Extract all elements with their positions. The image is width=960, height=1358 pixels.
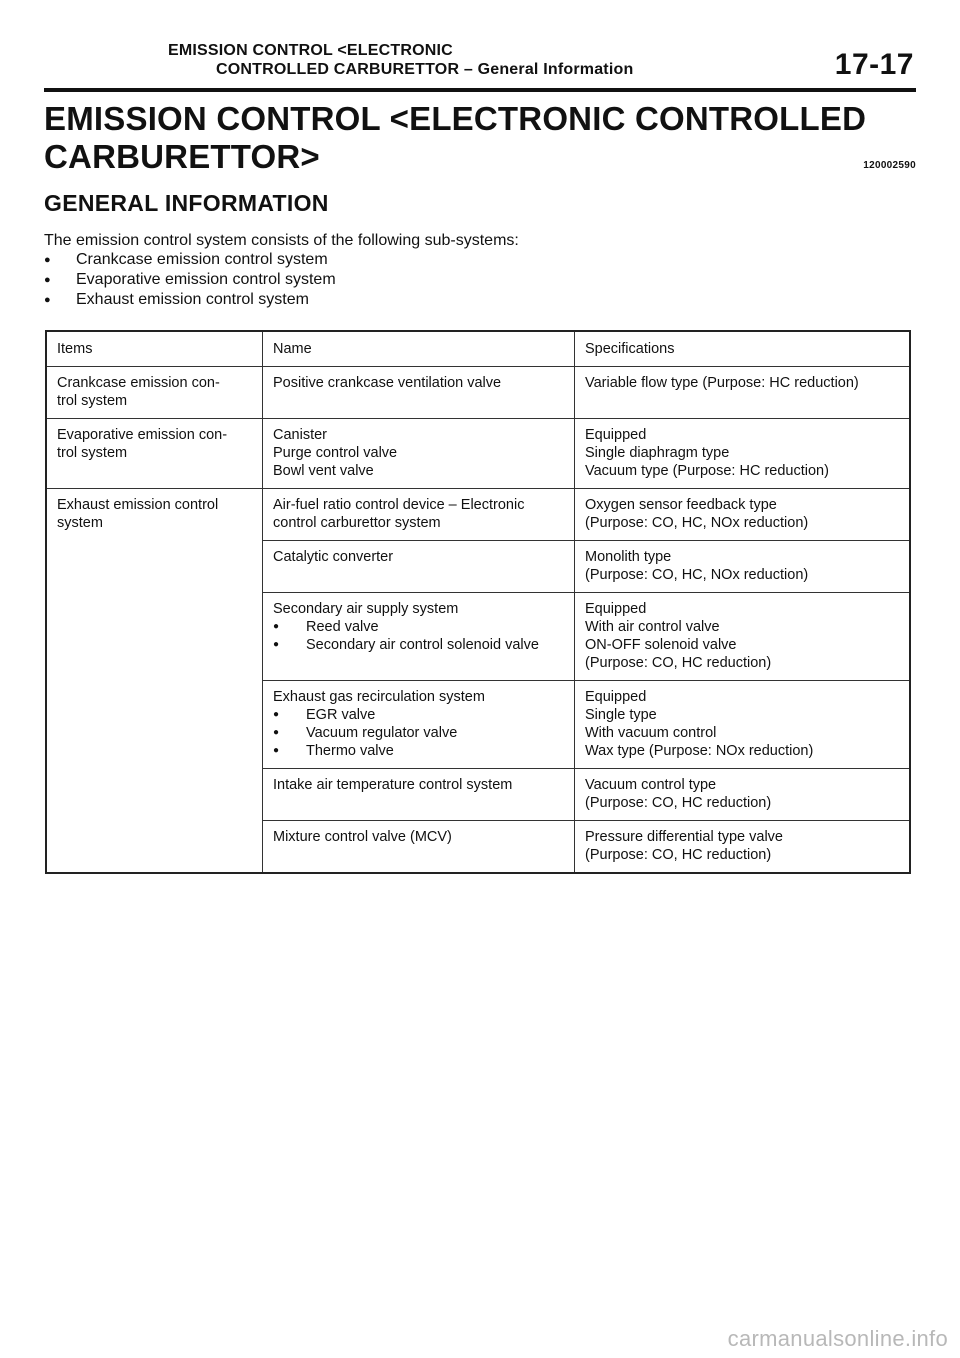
table-row	[46, 367, 910, 419]
cell-bullet-text: ● Thermo valve	[273, 742, 565, 760]
cell-bullet-text: ● Secondary air control solenoid valve	[273, 636, 565, 654]
spec-cell	[575, 769, 911, 821]
column-header-items: Items	[46, 331, 263, 367]
list-item: ● Evaporative emission control system	[44, 270, 336, 290]
cell-text: With air control valve	[585, 619, 720, 635]
spec-cell	[575, 489, 911, 541]
name-cell	[263, 419, 575, 489]
cell-text: With vacuum control	[585, 725, 717, 741]
cell-text: Purge control valve	[273, 445, 398, 461]
cell-text: Canister	[273, 427, 327, 443]
section-heading: GENERAL INFORMATION	[44, 190, 329, 216]
cell-text: Mixture control valve (MCV)	[273, 829, 452, 845]
spec-cell	[575, 681, 911, 769]
name-cell	[263, 769, 575, 821]
cell-text: Exhaust emission control	[57, 497, 219, 513]
specifications-table	[45, 330, 911, 874]
cell-text: Vacuum control type	[585, 777, 717, 793]
list-item: ● Exhaust emission control system	[44, 290, 336, 310]
name-cell	[263, 541, 575, 593]
cell-text: control carburettor system	[273, 515, 441, 531]
cell-text: Exhaust gas recirculation system	[273, 689, 485, 705]
cell-text: Oxygen sensor feedback type	[585, 497, 777, 513]
spec-cell	[575, 821, 911, 874]
table-header-row	[46, 331, 910, 367]
header-title-line2: CONTROLLED CARBURETTOR – General Information	[216, 61, 634, 78]
name-cell	[263, 367, 575, 419]
column-header-specifications: Specifications	[575, 331, 911, 367]
cell-text: Catalytic converter	[273, 549, 394, 565]
cell-bullet-text: ● EGR valve	[273, 706, 565, 724]
intro-text: The emission control system consists of the following sub-systems:	[44, 232, 519, 249]
spec-cell	[575, 419, 911, 489]
name-cell	[263, 821, 575, 874]
spec-cell	[575, 367, 911, 419]
cell-bullet-text: ● Reed valve	[273, 618, 565, 636]
watermark: carmanualsonline.info	[727, 1326, 948, 1351]
cell-text: system	[57, 515, 103, 531]
cell-text: trol system	[57, 393, 128, 409]
table-row	[46, 419, 910, 489]
header-title-line1: EMISSION CONTROL <ELECTRONIC	[168, 42, 453, 59]
cell-text: Wax type (Purpose: NOx reduction)	[585, 743, 814, 759]
document-code: 120002590	[863, 160, 916, 171]
cell-text: (Purpose: CO, HC reduction)	[585, 847, 772, 863]
column-header-name: Name	[263, 331, 575, 367]
page-title-line1: EMISSION CONTROL <ELECTRONIC CONTROLLED	[44, 100, 867, 137]
cell-text: Monolith type	[585, 549, 672, 565]
cell-text: Equipped	[585, 689, 647, 705]
cell-text: Bowl vent valve	[273, 463, 374, 479]
item-cell	[46, 367, 263, 419]
cell-text: Equipped	[585, 601, 647, 617]
cell-text: trol system	[57, 445, 128, 461]
spec-cell	[575, 541, 911, 593]
cell-text: Secondary air supply system	[273, 601, 459, 617]
item-cell	[46, 489, 263, 874]
cell-text: Pressure differential type valve	[585, 829, 784, 845]
cell-text: Air-fuel ratio control device – Electronic	[273, 497, 525, 513]
cell-text: Crankcase emission con-	[57, 375, 220, 391]
cell-text: (Purpose: CO, HC, NOx reduction)	[585, 515, 809, 531]
cell-text: Evaporative emission con-	[57, 427, 228, 443]
page-header	[44, 42, 916, 90]
cell-text: Vacuum type (Purpose: HC reduction)	[585, 463, 829, 479]
cell-bullet-text: ● Vacuum regulator valve	[273, 724, 565, 742]
cell-text: Variable flow type (Purpose: HC reduction)	[585, 375, 859, 391]
cell-text: Single type	[585, 707, 657, 723]
subsystem-list	[44, 250, 336, 310]
cell-text: Positive crankcase ventilation valve	[273, 375, 502, 391]
list-item: ● Crankcase emission control system	[44, 250, 336, 270]
name-cell	[263, 681, 575, 769]
page-title	[44, 100, 916, 176]
page-title-line2: CARBURETTOR>	[44, 138, 320, 175]
name-cell	[263, 489, 575, 541]
cell-text: Intake air temperature control system	[273, 777, 513, 793]
table-row	[46, 489, 910, 541]
item-cell	[46, 419, 263, 489]
cell-text: Single diaphragm type	[585, 445, 730, 461]
cell-text: (Purpose: CO, HC, NOx reduction)	[585, 567, 809, 583]
page-number: 17-17	[834, 48, 914, 81]
cell-text: (Purpose: CO, HC reduction)	[585, 795, 772, 811]
header-rule	[44, 88, 916, 92]
cell-text: Equipped	[585, 427, 647, 443]
name-cell	[263, 593, 575, 681]
cell-text: ON-OFF solenoid valve	[585, 637, 737, 653]
cell-text: (Purpose: CO, HC reduction)	[585, 655, 772, 671]
spec-cell	[575, 593, 911, 681]
